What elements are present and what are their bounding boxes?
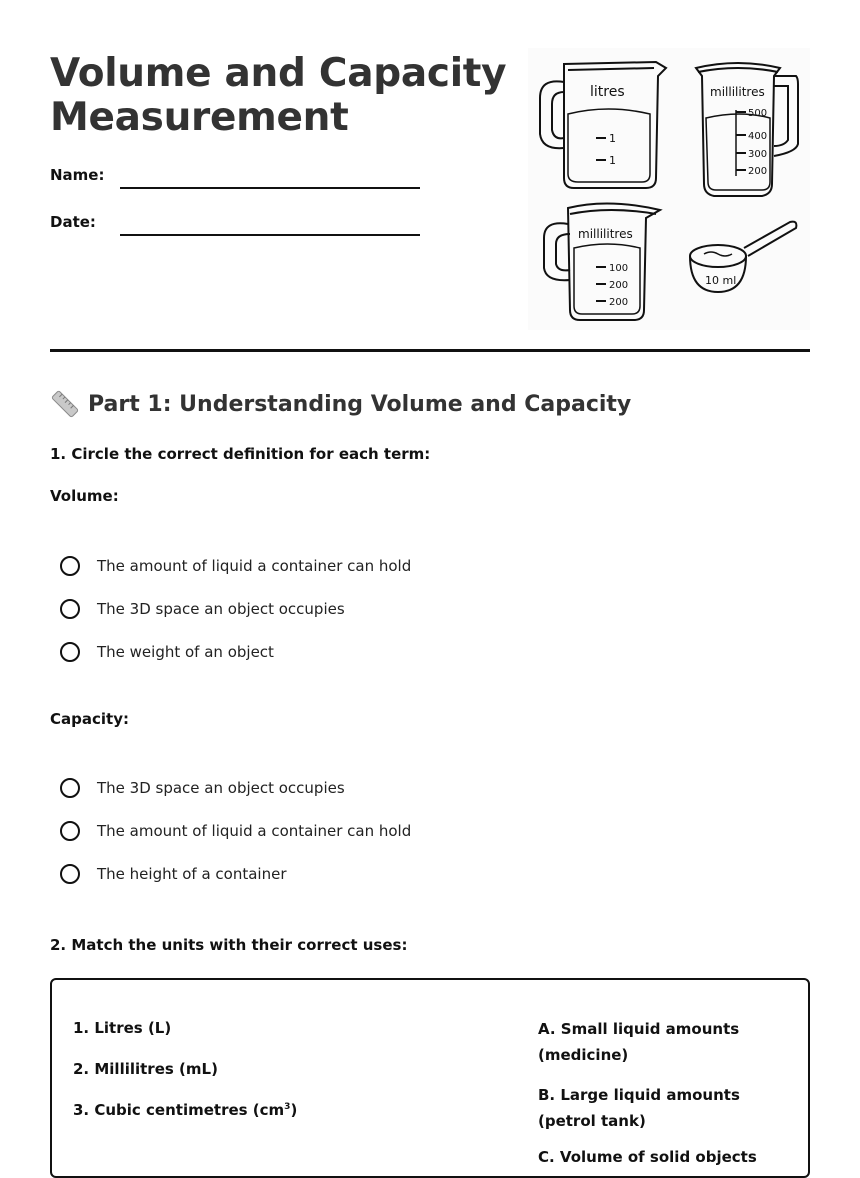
litres-jug-icon (540, 62, 666, 188)
part1-title: Part 1: Understanding Volume and Capacity (88, 391, 632, 417)
measuring-jugs-illustration (528, 48, 810, 330)
option-text: The amount of liquid a container can hold (97, 557, 412, 575)
radio-circle-icon[interactable] (60, 556, 80, 576)
jug3-label: millilitres (578, 227, 633, 241)
q2-title: 2. Match the units with their correct uses: (50, 936, 408, 954)
jug3-mark-200a: 200 (609, 280, 629, 291)
jug3-mark-100: 100 (609, 263, 629, 274)
volume-option-1[interactable] (60, 553, 411, 579)
jug3-mark-200b: 200 (609, 297, 629, 308)
name-field-line[interactable] (120, 187, 420, 189)
unit-litres[interactable]: 1. Litres (L) (73, 1019, 172, 1037)
unit-superscript: 3 (284, 1102, 291, 1112)
millilitres-jug-icon (696, 63, 798, 196)
volume-label: Volume: (50, 487, 119, 505)
name-label: Name: (50, 166, 105, 184)
jug2-label: millilitres (710, 85, 765, 99)
radio-circle-icon[interactable] (60, 599, 80, 619)
millilitres-jug-2-icon (544, 203, 660, 320)
unit-millilitres[interactable]: 2. Millilitres (mL) (73, 1060, 218, 1078)
jug2-mark-300: 300 (748, 149, 768, 160)
ruler-icon (50, 389, 80, 419)
capacity-option-3[interactable] (60, 861, 287, 887)
jug1-mark-1: 1 (609, 132, 616, 145)
spoon-label: 10 ml (705, 274, 737, 287)
date-field-line[interactable] (120, 234, 420, 236)
matching-box (50, 978, 810, 1178)
volume-option-3[interactable] (60, 639, 274, 665)
radio-circle-icon[interactable] (60, 864, 80, 884)
use-small-liquid[interactable]: A. Small liquid amounts (medicine) (538, 1020, 740, 1064)
page-title: Volume and Capacity Measurement (50, 51, 507, 140)
option-text: The height of a container (97, 865, 287, 883)
option-text: The 3D space an object occupies (97, 779, 345, 797)
header-divider (50, 349, 810, 352)
use-solid-objects[interactable]: C. Volume of solid objects (538, 1148, 757, 1166)
jug2-mark-200: 200 (748, 166, 768, 177)
part1-heading (50, 388, 631, 420)
jug2-mark-500: 500 (748, 108, 768, 119)
radio-circle-icon[interactable] (60, 778, 80, 798)
volume-option-2[interactable] (60, 596, 345, 622)
date-label: Date: (50, 213, 96, 231)
capacity-option-1[interactable] (60, 775, 345, 801)
radio-circle-icon[interactable] (60, 642, 80, 662)
option-text: The amount of liquid a container can hold (97, 822, 412, 840)
unit-close-paren: ) (290, 1101, 298, 1119)
use-large-liquid[interactable]: B. Large liquid amounts (petrol tank) (538, 1086, 740, 1130)
unit-cubic-centimetres-text: 3. Cubic centimetres (cm (73, 1101, 285, 1119)
option-text: The 3D space an object occupies (97, 600, 345, 618)
option-text: The weight of an object (97, 643, 274, 661)
jug1-label: litres (590, 84, 625, 100)
jug2-mark-400: 400 (748, 131, 768, 142)
capacity-label: Capacity: (50, 710, 129, 728)
jug1-mark-2: 1 (609, 154, 616, 167)
q1-title: 1. Circle the correct definition for each term: (50, 445, 431, 463)
radio-circle-icon[interactable] (60, 821, 80, 841)
measuring-spoon-icon (690, 222, 796, 292)
unit-cubic-centimetres[interactable] (73, 1101, 297, 1119)
capacity-option-2[interactable] (60, 818, 411, 844)
